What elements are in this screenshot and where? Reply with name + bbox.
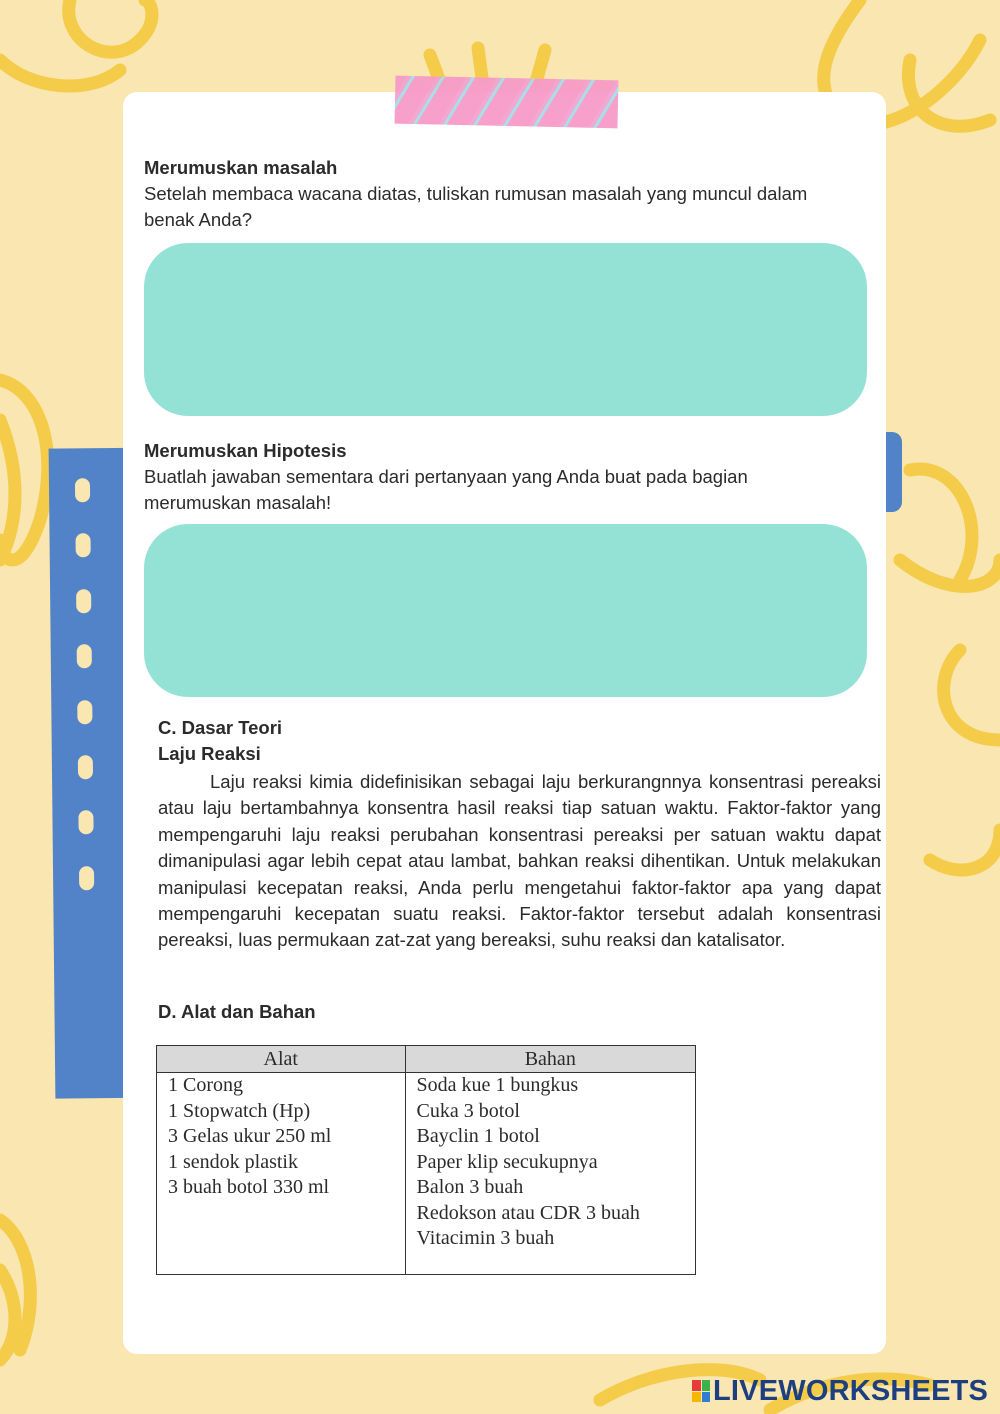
- alat-bahan-heading: D. Alat dan Bahan: [158, 1001, 316, 1022]
- masalah-prompt-line2: benak Anda?: [144, 209, 253, 230]
- masalah-heading: Merumuskan masalah: [144, 157, 338, 178]
- alat-item: 1 sendok plastik: [168, 1150, 298, 1173]
- teori-subheading: Laju Reaksi: [158, 743, 261, 764]
- alat-item: 3 buah botol 330 ml: [168, 1176, 330, 1198]
- decorative-tape: [395, 76, 619, 129]
- bahan-column: [405, 1073, 695, 1275]
- hipotesis-prompt-line2: merumuskan masalah!: [144, 492, 332, 513]
- bahan-item: Balon 3 buah: [416, 1176, 524, 1198]
- hipotesis-heading: Merumuskan Hipotesis: [144, 440, 347, 461]
- masalah-prompt-line1: Setelah membaca wacana diatas, tuliskan rumusan masalah yang muncul dalam: [144, 183, 808, 204]
- table-header-bahan: Bahan: [405, 1046, 695, 1073]
- alat-item: 1 Corong: [168, 1074, 243, 1096]
- bahan-item: Vitacimin 3 buah: [416, 1227, 555, 1249]
- alat-item: 1 Stopwatch (Hp): [168, 1099, 311, 1122]
- hipotesis-answer-box[interactable]: [144, 524, 867, 697]
- bahan-item: Soda kue 1 bungkus: [416, 1074, 579, 1096]
- teori-paragraph: Laju reaksi kimia didefinisikan sebagai laju berkurangnnya konsentrasi pereaksi atau laju bertambahnya konsentra hasil reaksi tiap satuan waktu. Faktor-faktor yang mempengaruhi laju reaksi perubahan konsentrasi pereaksi per satuan waktu dapat dimanipulasi agar lebih cepat atau lambat, bahkan reaksi dihentikan. Untuk melakukan manipulasi kecepatan reaksi, Anda perlu mengetahui faktor-faktor apa yang dapat mempengaruhi kecepatan suatu reaksi. Faktor-faktor tersebut adalah konsentrasi pereaksi, luas permukaan zat-zat yang bereaksi, suhu reaksi dan katalisator.: [158, 771, 881, 951]
- bahan-item: Bayclin 1 botol: [416, 1125, 540, 1147]
- liveworksheets-logo[interactable]: [692, 1375, 988, 1407]
- table-header-alat: Alat: [157, 1046, 406, 1073]
- teori-heading: C. Dasar Teori: [158, 717, 283, 738]
- hipotesis-prompt-line1: Buatlah jawaban sementara dari pertanyaan yang Anda buat pada bagian: [144, 466, 748, 487]
- bahan-item: Cuka 3 botol: [416, 1099, 520, 1122]
- masalah-answer-box[interactable]: [144, 243, 867, 416]
- bahan-item: Paper klip secukupnya: [416, 1150, 598, 1173]
- logo-text: LIVEWORKSHEETS: [713, 1374, 989, 1407]
- alat-column: [157, 1073, 406, 1275]
- liveworksheets-logo-icon: [692, 1380, 710, 1402]
- alat-bahan-table: [156, 1045, 696, 1275]
- alat-item: 3 Gelas ukur 250 ml: [168, 1125, 332, 1147]
- bahan-item: Redokson atau CDR 3 buah: [416, 1201, 640, 1224]
